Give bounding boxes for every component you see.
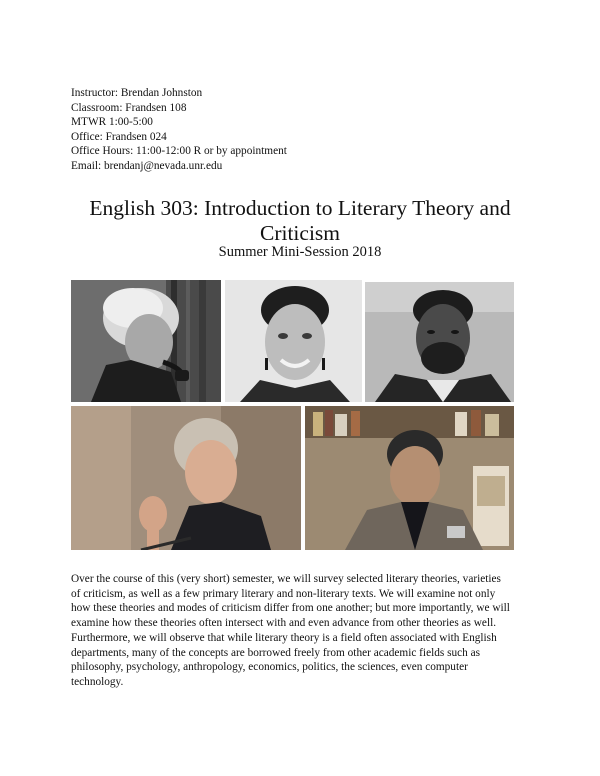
photo-man-with-beard [365, 282, 514, 402]
description-line: Furthermore, we will observe that while literary theory is a field often associated with English [71, 631, 497, 644]
office-hours-line: Office Hours: 11:00-12:00 R or by appointment [71, 145, 287, 158]
course-title-line-2: Criticism [259, 221, 341, 245]
course-description [71, 572, 541, 690]
photo-woman-speaking-at-microphone [71, 406, 301, 550]
description-line: Over the course of this (very short) semester, we will survey selected literary theories, varieties [71, 573, 501, 585]
description-line: philosophy, psychology, anthropology, economics, politics, the sciences, even computer [71, 661, 468, 674]
course-title-line-1: English 303: Introduction to Literary Theory and [89, 196, 511, 220]
course-info-block [71, 86, 287, 174]
office-line: Office: Frandsen 024 [71, 130, 167, 143]
photo-man-in-study-with-books [305, 406, 514, 550]
photo-man-with-pipe [71, 280, 221, 402]
description-line: examine how these theories often intersect with and even advance from other theories as well. [71, 617, 497, 630]
description-line: departments, many of the concepts are borrowed freely from other academic fields such as [71, 646, 481, 659]
classroom-line: Classroom: Frandsen 108 [71, 101, 187, 114]
photo-woman-smiling [225, 280, 362, 402]
description-line: technology. [71, 675, 124, 688]
course-title [60, 196, 540, 246]
description-line: of criticism, as well as a few primary literary and non-literary texts. We will examine not only [71, 587, 496, 600]
instructor-line: Instructor: Brendan Johnston [71, 87, 203, 99]
description-line: how these theories and modes of criticism differ from one another; but more importantly, we will [71, 602, 510, 615]
course-subtitle: Summer Mini-Session 2018 [218, 244, 382, 260]
schedule-line: MTWR 1:00-5:00 [71, 116, 153, 129]
email-line: Email: brendanj@nevada.unr.edu [71, 159, 223, 172]
